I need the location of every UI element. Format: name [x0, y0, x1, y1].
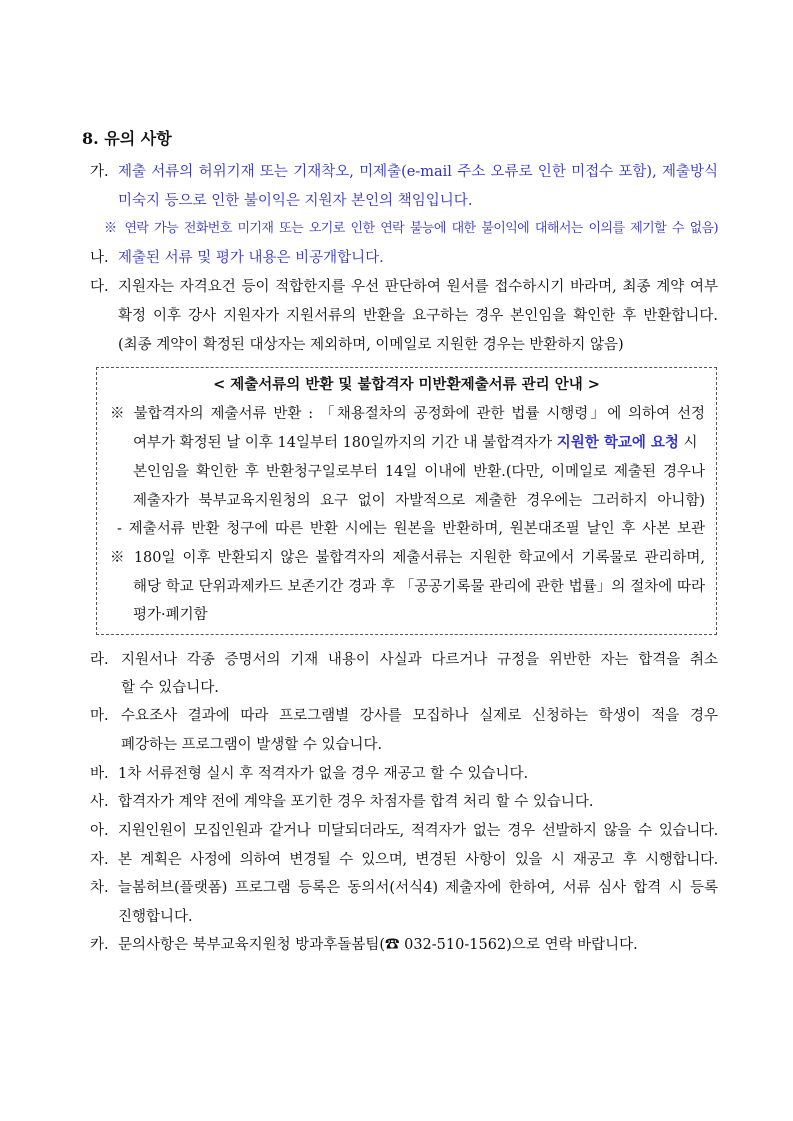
notice-line: 제출자가 북부교육지원청의 요구 없이 자발적으로 제출한 경우에는 그러하지 아니함): [133, 493, 705, 509]
item-da-line: (최종 계약이 확정된 대상자는 제외하며, 이메일로 지원한 경우는 반환하지 않음): [118, 337, 624, 353]
notice-line: ※ 180일 이후 반환되지 않은 불합격자의 제출서류는 지원한 학교에서 기록물로 관리하며,: [110, 550, 705, 566]
item-label-ra: 라.: [90, 652, 109, 668]
item-ra-line: 지원서나 각종 증명서의 기재 내용이 사실과 다르거나 규정을 위반한 자는 합격을 취소: [121, 652, 718, 668]
item-da-line: 지원자는 자격요건 등이 적합한지를 우선 판단하여 원서를 접수하시기 바라며, 최종 계약 여부: [118, 279, 718, 295]
item-label-ga: 가.: [90, 164, 109, 180]
item-ma-line: 수요조사 결과에 따라 프로그램별 강사를 모집하나 실제로 신청하는 학생이 적을 경우: [121, 708, 718, 724]
item-ga-line: 미숙지 등으로 인한 불이익은 지원자 본인의 책임입니다.: [118, 193, 473, 209]
section-title: 8. 유의 사항: [82, 129, 172, 148]
item-cha-line: 늘봄허브(플랫폼) 프로그램 등록은 동의서(서식4) 제출자에 한하여, 서류 심사 합격 시 등록: [118, 880, 718, 896]
item-label-a: 아.: [90, 823, 109, 839]
notice-line: - 제출서류 반환 청구에 따른 반환 시에는 원본을 반환하며, 원본대조필 날인 후 사본 보관: [117, 521, 705, 537]
item-ga-line: 제출 서류의 허위기재 또는 기재착오, 미제출(e-mail 주소 오류로 인한 미접수 포함), 제출방식: [118, 164, 718, 180]
item-ma-line: 폐강하는 프로그램이 발생할 수 있습니다.: [121, 737, 383, 753]
item-ka-line: 문의사항은 북부교육지원청 방과후돌봄팀(☎ 032-510-1562)으로 연락 바랍니다.: [118, 937, 638, 953]
item-label-ba: 바.: [90, 766, 109, 782]
item-ga-note: ※ 연락 가능 전화번호 미기재 또는 오기로 인한 연락 불능에 대한 불이익에 대해서는 이의를 제기할 수 없음): [104, 221, 718, 236]
notice-line: 평가·폐기함: [133, 607, 208, 623]
item-label-na: 나.: [90, 250, 109, 266]
item-na-line: 제출된 서류 및 평가 내용은 비공개합니다.: [118, 250, 384, 266]
item-a-line: 지원인원이 모집인원과 같거나 미달되더라도, 적격자가 없는 경우 선발하지 않을 수 있습니다.: [118, 823, 718, 839]
item-ra-line: 할 수 있습니다.: [121, 680, 219, 696]
notice-highlight: 지원한 학교에 요청: [556, 434, 679, 451]
notice-line: 본인임을 확인한 후 반환청구일로부터 14일 이내에 반환.(다만, 이메일로 제출된 경우나: [133, 464, 705, 480]
notice-line: 해당 학교 단위과제카드 보존기간 경과 후 「공공기록물 관리에 관한 법률」의 절차에 따라: [133, 579, 705, 595]
notice-box-title: < 제출서류의 반환 및 불합격자 미반환제출서류 관리 안내 >: [213, 376, 600, 393]
notice-line: ※ 불합격자의 제출서류 반환 : 「채용절차의 공정화에 관한 법률 시행령」에 의하여 선정: [110, 406, 705, 422]
item-ja-line: 본 계획은 사정에 의하여 변경될 수 있으며, 변경된 사항이 있을 시 재공고 후 시행합니다.: [118, 852, 718, 868]
item-label-cha: 차.: [90, 880, 109, 896]
item-label-da: 다.: [90, 279, 109, 295]
notice-text: 시: [678, 435, 698, 451]
item-label-ja: 자.: [90, 852, 109, 868]
item-da-line: 확정 이후 강사 지원자가 지원서류의 반환을 요구하는 경우 본인임을 확인한 후 반환합니다.: [118, 308, 718, 324]
item-label-ma: 마.: [90, 708, 109, 724]
item-label-sa: 사.: [90, 794, 109, 810]
notice-line: [133, 433, 705, 453]
item-sa-line: 합격자가 계약 전에 계약을 포기한 경우 차점자를 합격 처리 할 수 있습니다.: [118, 794, 594, 810]
item-ba-line: 1차 서류전형 실시 후 적격자가 없을 경우 재공고 할 수 있습니다.: [118, 766, 529, 782]
item-label-ka: 카.: [90, 937, 109, 953]
item-cha-line: 진행합니다.: [118, 909, 193, 925]
notice-text: 여부가 확정된 날 이후 14일부터 180일까지의 기간 내 불합격자가: [133, 435, 557, 451]
